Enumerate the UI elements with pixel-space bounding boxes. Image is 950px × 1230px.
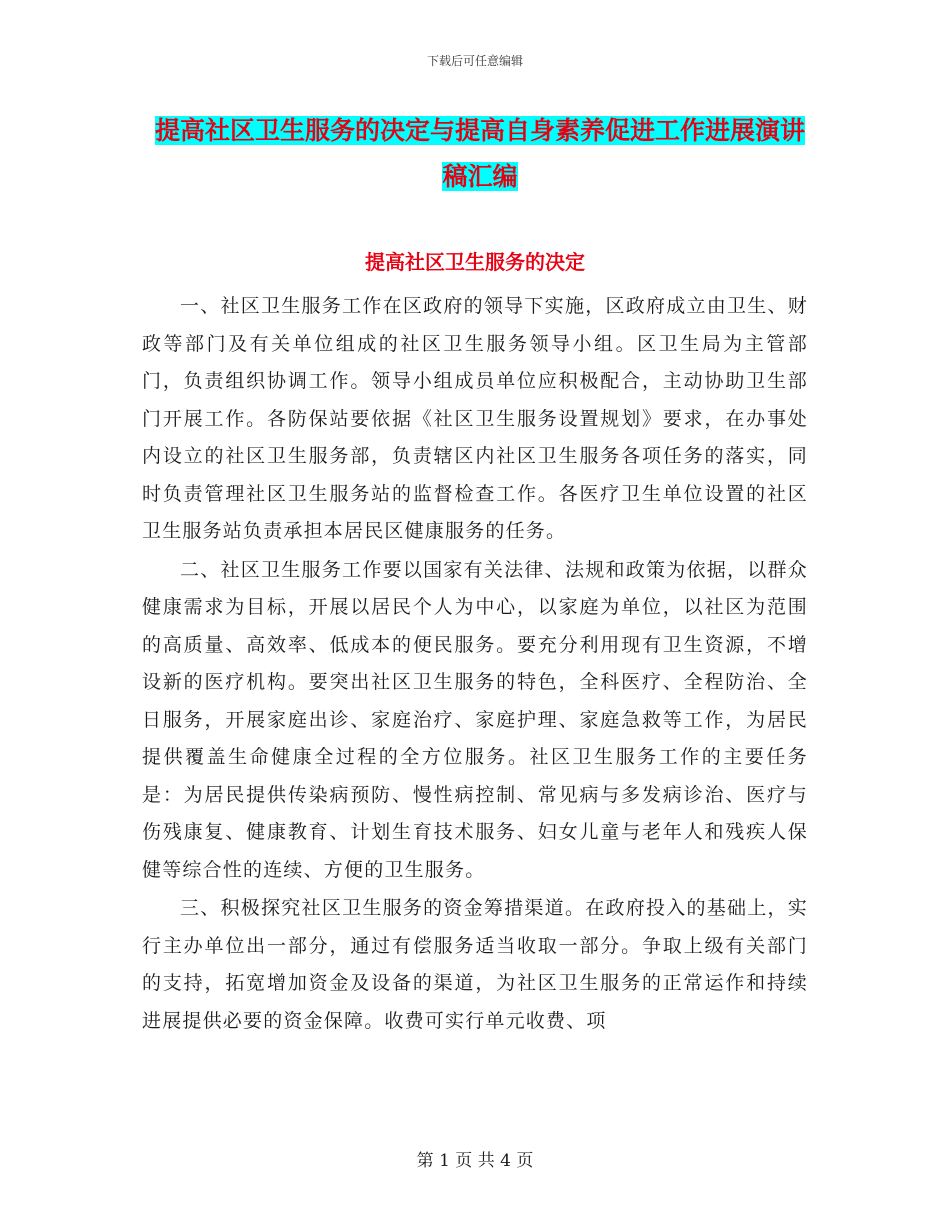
paragraph-2: 二、社区卫生服务工作要以国家有关法律、法规和政策为依据，以群众健康需求为目标，开展以居民个人为中心，以家庭为单位，以社区为范围的高质量、高效率、低成本的便民服务。要充分利用现有卫生资源，不增设新的医疗机构。要突出社区卫生服务的特色，全科医疗、全程防治、全日服务，开展家庭出诊、家庭治疗、家庭护理、家庭急救等工作，为居民提供覆盖生命健康全过程的全方位服务。社区卫生服务工作的主要任务是：为居民提供传染病预防、慢性病控制、常见病与多发病诊治、医疗与伤残康复、健康教育、计划生育技术服务、妇女儿童与老年人和残疾人保健等综合性的连续、方便的卫生服务。	[142, 558, 808, 881]
page-header-note: 下载后可任意编辑	[426, 54, 523, 68]
document-title-text: 提高社区卫生服务的决定与提高自身素养促进工作进展演讲稿汇编	[154, 116, 805, 191]
section-title: 提高社区卫生服务的决定	[365, 250, 585, 274]
document-body	[142, 288, 808, 1041]
page-number: 第 1 页 共 4 页	[416, 1151, 534, 1171]
paragraph-1: 一、社区卫生服务工作在区政府的领导下实施，区政府成立由卫生、财政等部门及有关单位组成的社区卫生服务领导小组。区卫生局为主管部门，负责组织协调工作。领导小组成员单位应积极配合，主动协助卫生部门开展工作。各防保站要依据《社区卫生服务设置规划》要求，在办事处内设立的社区卫生服务部，负责辖区内社区卫生服务各项任务的落实，同时负责管理社区卫生服务站的监督检查工作。各医疗卫生单位设置的社区卫生服务站负责承担本居民区健康服务的任务。	[142, 295, 808, 542]
paragraph-3: 三、积极探究社区卫生服务的资金筹措渠道。在政府投入的基础上，实行主办单位出一部分，通过有偿服务适当收取一部分。争取上级有关部门的支持，拓宽增加资金及设备的渠道，为社区卫生服务的正常运作和持续进展提供必要的资金保障。收费可实行单元收费、项	[142, 897, 808, 1032]
document-title	[150, 108, 810, 200]
